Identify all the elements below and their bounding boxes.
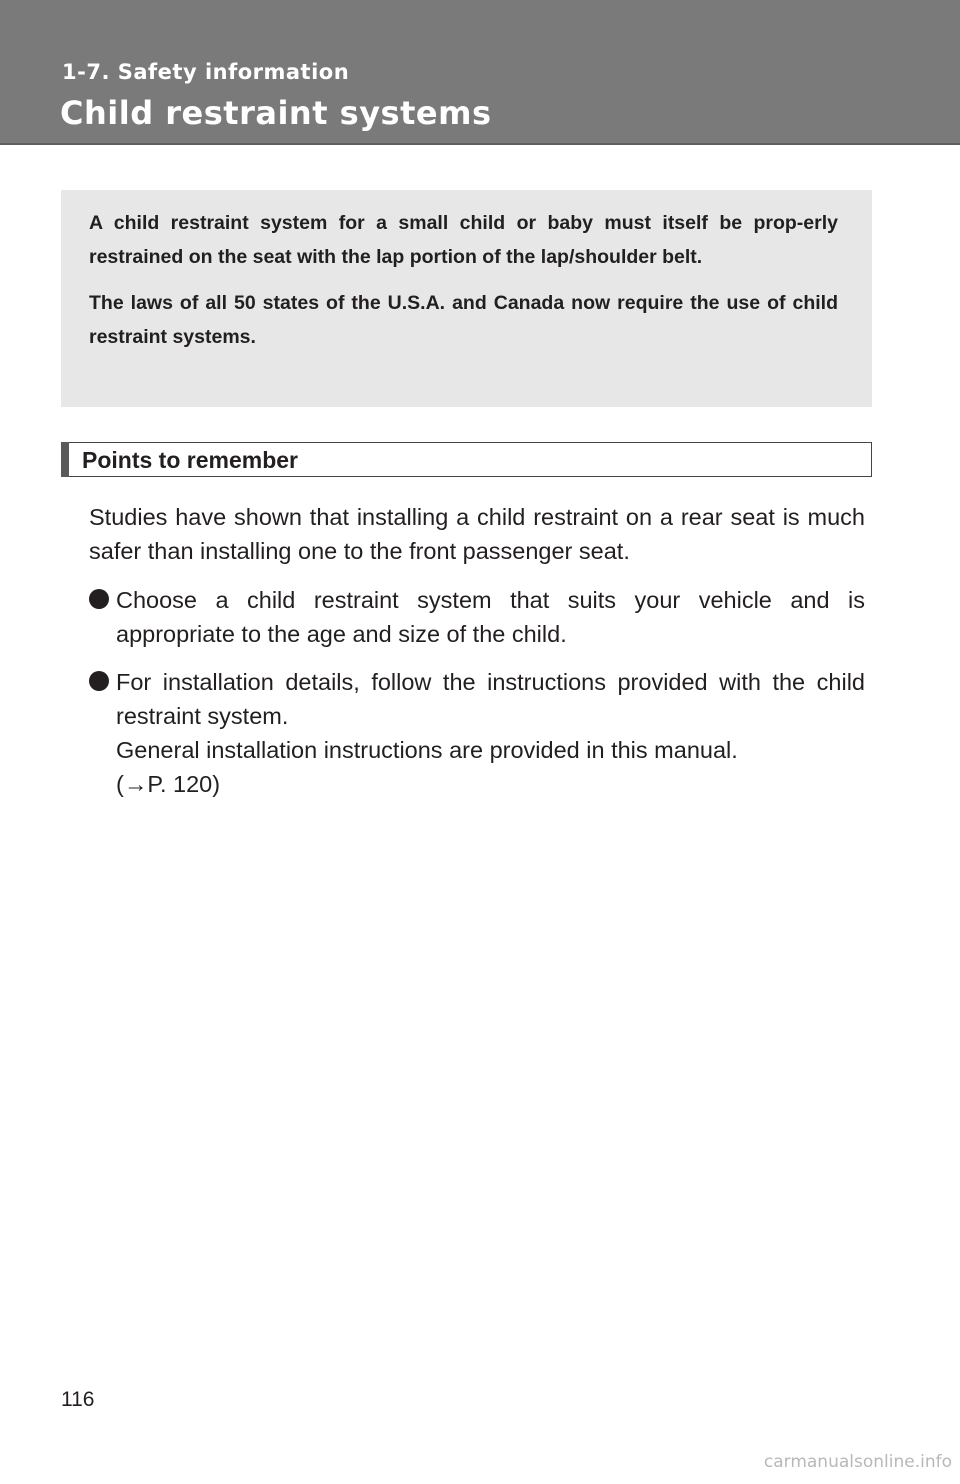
heading-accent-bar — [61, 442, 69, 477]
points-heading: Points to remember — [82, 447, 298, 473]
bullet-icon — [89, 589, 109, 609]
page-reference-link[interactable]: (→P. 120) — [116, 771, 221, 797]
section-label: 1-7. Safety information — [62, 60, 350, 84]
list-item — [89, 665, 865, 801]
page-number: 116 — [61, 1388, 95, 1411]
bullet-icon — [89, 671, 109, 691]
watermark: carmanualsonline.info — [763, 1452, 952, 1472]
header-divider — [0, 143, 960, 145]
intro-paragraph-1: A child restraint system for a small child or baby must itself be prop-erly restrained on the seat with the lap portion of the lap/shoulder belt. — [89, 212, 838, 268]
header-band — [0, 0, 960, 143]
list-item — [89, 583, 865, 651]
intro-paragraph-2: The laws of all 50 states of the U.S.A. and Canada now require the use of child restraint systems. — [89, 292, 838, 348]
bullet-note: General installation instructions are provided in this manual. — [116, 737, 738, 763]
page-title: Child restraint systems — [60, 94, 492, 132]
bullet-text: For installation details, follow the instructions provided with the child restraint system. — [116, 669, 865, 729]
bullet-text: Choose a child restraint system that suits your vehicle and is appropriate to the age and size of the child. — [116, 587, 865, 647]
points-heading-box — [61, 442, 872, 477]
lead-paragraph: Studies have shown that installing a child restraint on a rear seat is much safer than installing one to the front passenger seat. — [89, 504, 865, 564]
intro-box — [61, 190, 872, 407]
